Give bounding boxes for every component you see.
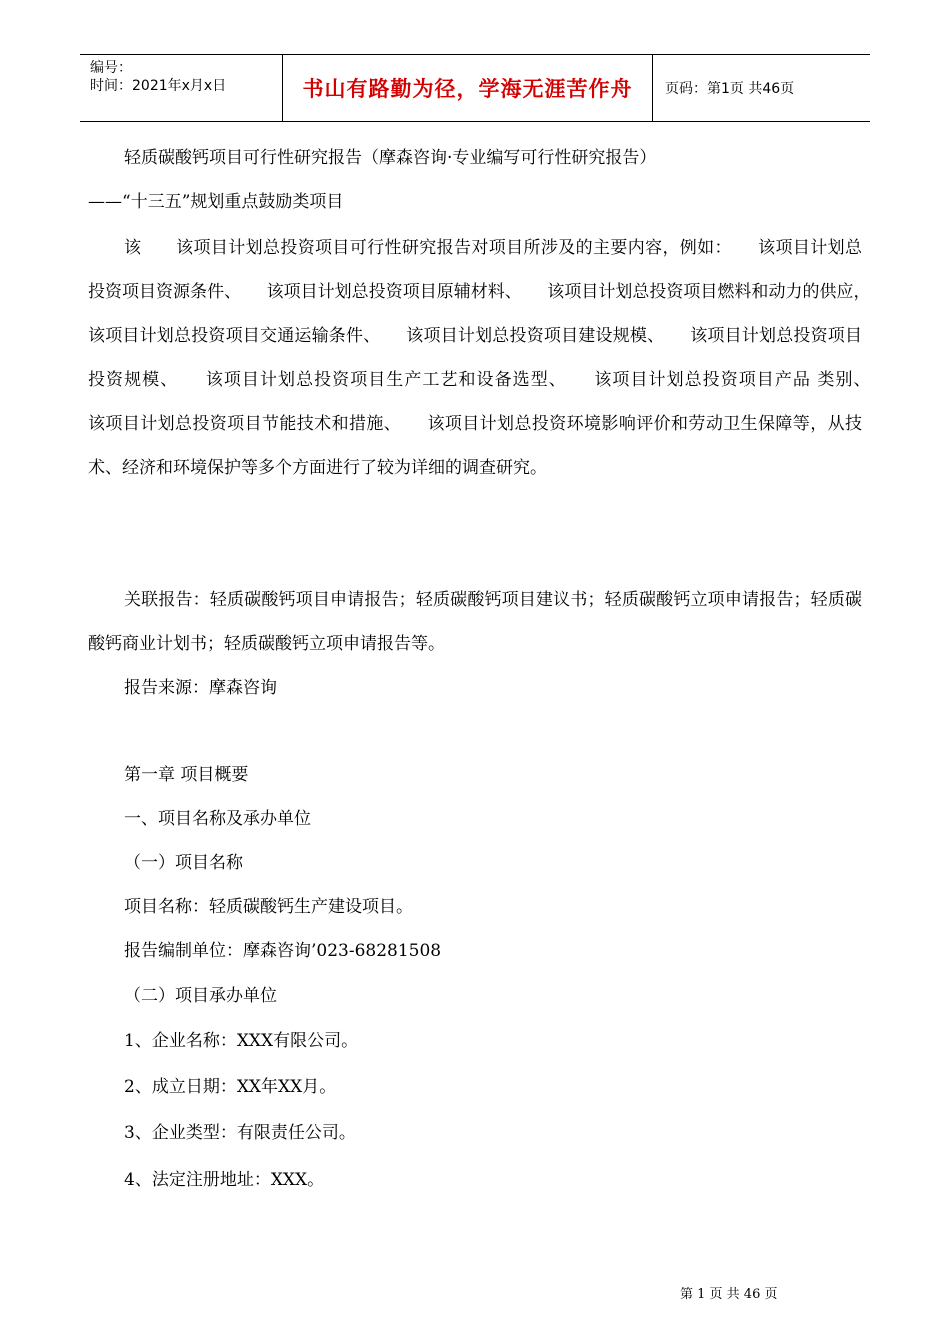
chapter-heading: 第一章 项目概要 bbox=[124, 765, 249, 785]
subsection-project-name: （一）项目名称 bbox=[124, 853, 243, 873]
page-header bbox=[80, 54, 870, 122]
header-meta bbox=[80, 55, 283, 121]
list-item: 1、企业名称：XXX有限公司。 bbox=[124, 1031, 359, 1051]
header-page-info: 页码：第1页 共46页 bbox=[665, 81, 795, 97]
subsection-undertaker: （二）项目承办单位 bbox=[124, 986, 277, 1006]
header-motto: 书山有路勤为径，学海无涯苦作舟 bbox=[283, 55, 653, 121]
list-item: 4、法定注册地址：XXX。 bbox=[124, 1170, 325, 1190]
compiler-unit: 报告编制单位：摩森咨询’023-68281508 bbox=[124, 941, 442, 961]
page-footer: 第 1 页 共 46 页 bbox=[680, 1287, 778, 1302]
list-item: 2、成立日期：XX年XX月。 bbox=[124, 1077, 337, 1097]
project-name: 项目名称：轻质碳酸钙生产建设项目。 bbox=[124, 897, 413, 917]
list-item: 3、企业类型：有限责任公司。 bbox=[124, 1123, 356, 1143]
section-heading: 一、项目名称及承办单位 bbox=[124, 809, 311, 829]
report-subtitle: ——“十三五”规划重点鼓励类项目 bbox=[88, 192, 344, 212]
document-number-label: 编号： bbox=[90, 60, 132, 76]
intro-paragraph: 该 该项目计划总投资项目可行性研究报告对项目所涉及的主要内容，例如： 该项目计划总投资项目资源条件、 该项目计划总投资项目原辅材料、 该项目计划总投资项目燃料和动力的供应， 该项目计划总投资项目交通运输条件、 该项目计划总投资项目建设规模、 该项目计划总投资项目投资规模、 该项目计划总投资项目生产工艺和设备选型、 该项目计划总投资项目产品 类别、 该项目计划总投资项目节能技术和措施、 该项目计划总投资环境影响评价和劳动卫生保障等，从技术、经济和环境保护等多个方面进行了较为详细的调查研究。 bbox=[88, 238, 896, 478]
document-time: 时间：2021年x月x日 bbox=[90, 78, 227, 94]
report-source: 报告来源：摩森咨询 bbox=[124, 678, 277, 698]
report-title: 轻质碳酸钙项目可行性研究报告（摩森咨询·专业编写可行性研究报告） bbox=[124, 148, 657, 168]
related-reports: 关联报告：轻质碳酸钙项目申请报告；轻质碳酸钙项目建议书；轻质碳酸钙立项申请报告；轻质碳酸钙商业计划书；轻质碳酸钙立项申请报告等。 bbox=[88, 590, 862, 654]
